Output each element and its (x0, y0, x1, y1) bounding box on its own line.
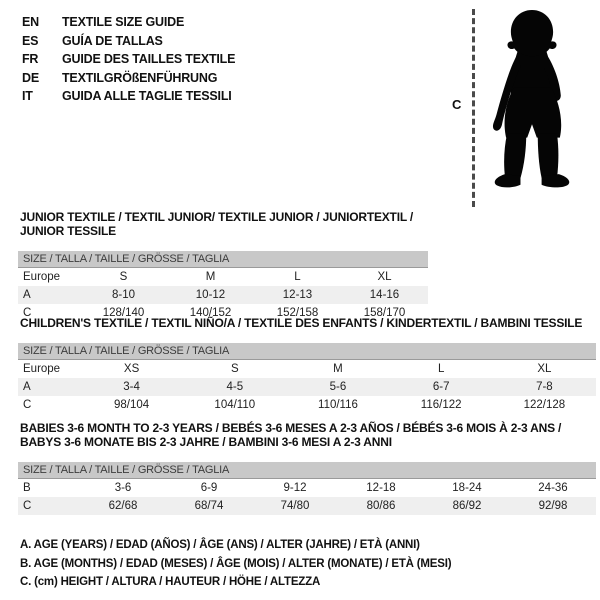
size-table-junior (18, 268, 428, 322)
table-row (18, 286, 428, 304)
language-label: TEXTILE SIZE GUIDE (62, 15, 185, 29)
baby-silhouette (484, 7, 580, 204)
legend-row-en (22, 13, 235, 32)
table-row (18, 479, 596, 497)
size-cell: L (294, 271, 301, 283)
row-label: Europe (23, 271, 61, 283)
language-code: EN (22, 15, 39, 29)
size-cell: 4-5 (226, 381, 244, 393)
size-cell: 104/110 (214, 399, 256, 411)
size-cell: 6-9 (200, 482, 218, 494)
size-cell: 122/128 (523, 399, 566, 411)
footnote-b: B. AGE (MONTHS) / EDAD (MESES) / ÂGE (MOIS) / ALTER (MONATE) / ETÀ (MESI) (20, 557, 452, 570)
language-label: GUÍA DE TALLAS (62, 33, 163, 48)
height-dashed-line (472, 9, 475, 207)
size-cell: 24-36 (538, 482, 568, 494)
table-row (18, 268, 428, 286)
size-cell: 116/122 (420, 399, 462, 411)
table-section-babies (18, 421, 596, 515)
footnote-c: C. (cm) HEIGHT / ALTURA / HAUTEUR / HÖHE / ALTEZZA (20, 576, 321, 588)
language-label: GUIDA ALLE TAGLIE TESSILI (62, 89, 232, 103)
size-cell: 8-10 (111, 289, 136, 301)
language-code: IT (22, 89, 33, 103)
size-cell: 158/170 (363, 307, 406, 319)
legend-row-fr (22, 50, 235, 69)
table-section-junior (18, 210, 428, 322)
table-title: CHILDREN'S TEXTILE / TEXTIL NIÑO/A / TEXTILE DES ENFANTS / KINDERTEXTIL / BAMBINI TESSILE (20, 316, 583, 330)
size-cell: 110/116 (318, 399, 358, 411)
size-table-children (18, 360, 596, 414)
size-cell: M (205, 271, 216, 283)
size-cell: L (437, 363, 445, 375)
size-cell: 68/74 (194, 500, 224, 512)
size-table-babies (18, 479, 596, 515)
size-cell: 98/104 (114, 399, 150, 411)
size-cell: 14-16 (369, 289, 400, 301)
size-cell: 62/68 (108, 500, 138, 512)
size-cell: M (333, 363, 343, 375)
size-cell: S (119, 271, 128, 283)
legend-row-de (22, 69, 235, 88)
size-cell: 92/98 (538, 500, 568, 512)
size-cell: 7-8 (536, 381, 553, 393)
table-row (18, 396, 596, 414)
size-cell: 3-4 (123, 381, 140, 393)
size-cell: 80/86 (366, 500, 396, 512)
row-label: C (23, 500, 32, 512)
height-measure-label: C (452, 97, 462, 112)
size-cell: 6-7 (432, 381, 450, 393)
size-cell: 12-18 (366, 482, 396, 494)
row-label: A (23, 381, 31, 393)
language-legend (22, 13, 235, 106)
size-cell: S (230, 363, 239, 375)
size-header-bar: SIZE / TALLA / TAILLE / GRÖSSE / TAGLIA (18, 462, 596, 479)
size-cell: 18-24 (452, 482, 482, 494)
language-code: FR (22, 52, 39, 66)
table-row (18, 497, 596, 515)
row-label: C (23, 307, 32, 319)
size-cell: XL (377, 271, 392, 283)
table-title: JUNIOR TEXTILE / TEXTIL JUNIOR/ TEXTILE JUNIOR / JUNIORTEXTIL / JUNIOR TESSILE (20, 210, 414, 238)
size-cell: 3-6 (114, 482, 132, 494)
size-cell: XS (123, 363, 140, 375)
language-label: GUIDE DES TAILLES TEXTILE (62, 52, 236, 66)
table-row (18, 360, 596, 378)
table-title: BABIES 3-6 MONTH TO 2-3 YEARS / BEBÉS 3-6 MESES A 2-3 AÑOS / BÉBÉS 3-6 MOIS À 2-3 ANS / BABYS 3-6 MONATE BIS 2-3 JAHRE / BAMBINI 3-6 MESI A 2-3 ANNI (20, 421, 562, 449)
size-header-bar: SIZE / TALLA / TAILLE / GRÖSSE / TAGLIA (18, 251, 428, 268)
footnotes (20, 536, 451, 592)
size-cell: XL (537, 363, 552, 375)
row-label: Europe (23, 363, 61, 375)
size-cell: 10-12 (195, 289, 226, 301)
size-cell: 152/158 (276, 307, 319, 319)
legend-row-it (22, 87, 235, 106)
size-cell: 12-13 (282, 289, 313, 301)
language-code: DE (22, 70, 39, 85)
row-label: A (23, 289, 31, 301)
size-cell: 9-12 (283, 482, 307, 494)
table-row (18, 378, 596, 396)
table-section-children (18, 316, 596, 414)
language-code: ES (22, 33, 39, 48)
size-cell: 86/92 (452, 500, 482, 512)
height-figure (448, 5, 598, 210)
size-header-bar: SIZE / TALLA / TAILLE / GRÖSSE / TAGLIA (18, 343, 596, 360)
footnote-a: A. AGE (YEARS) / EDAD (AÑOS) / ÂGE (ANS) / ALTER (JAHRE) / ETÀ (ANNI) (20, 539, 420, 551)
language-label: TEXTILGRÖßENFÜHRUNG (62, 70, 218, 85)
size-cell: 140/152 (189, 307, 232, 319)
legend-row-es (22, 32, 235, 51)
size-cell: 128/140 (102, 307, 145, 319)
size-cell: 74/80 (280, 500, 310, 512)
size-cell: 5-6 (329, 381, 347, 393)
row-label: B (23, 482, 31, 494)
row-label: C (23, 399, 32, 411)
